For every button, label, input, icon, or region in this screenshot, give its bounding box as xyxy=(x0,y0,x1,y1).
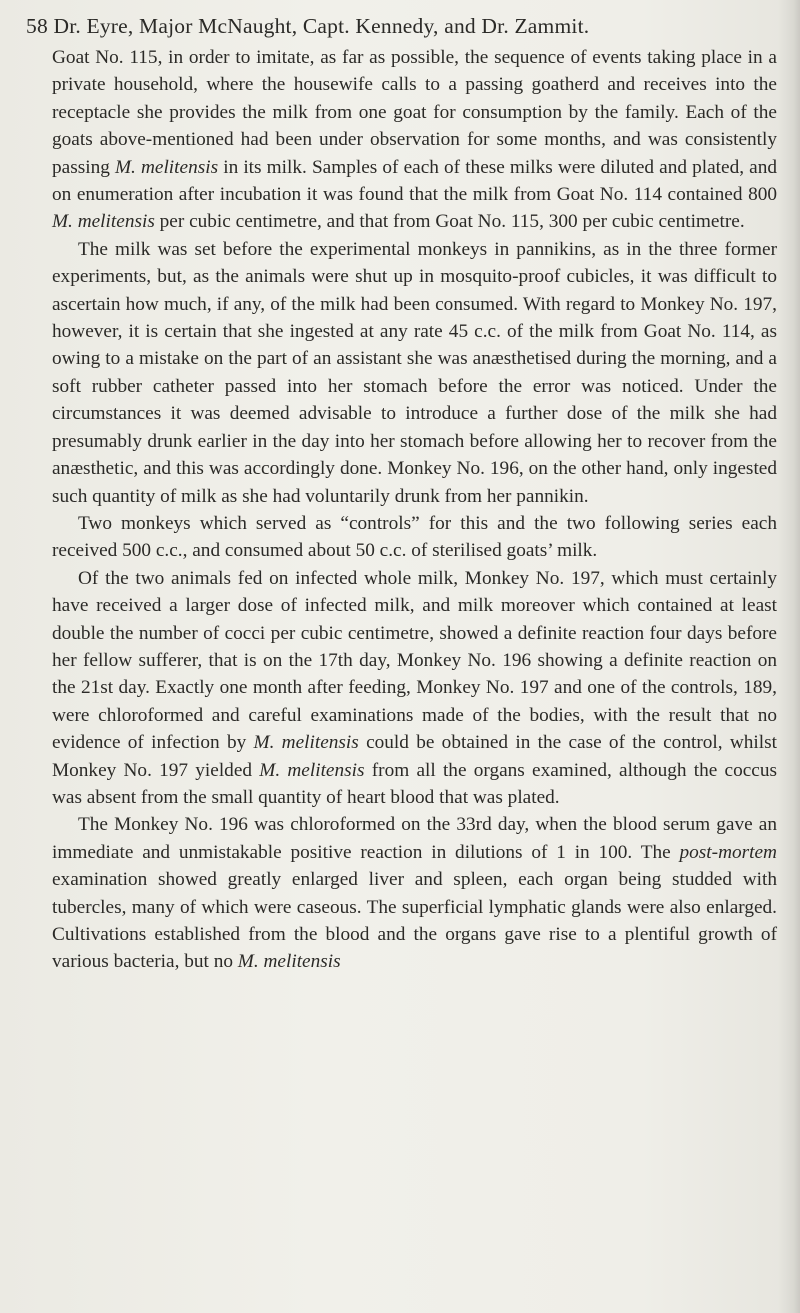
paragraph xyxy=(52,44,777,236)
text-run: examination showed greatly enlarged liver and spleen, each organ being studded with tubercles, many of which were caseous. The superficial lymphatic glands were also enlarged. Cultivations established from the blood and the organs gave rise to a plentiful growth of various bacteria, but no xyxy=(52,869,777,973)
text-run: Goat No. 115, in order to imitate, as far as possible, the sequence of events taking place in a private household, where the housewife calls to a passing goatherd and receives into the receptacle she provides the milk from one goat for consumption by the family. Each of the goats above-mentioned had been under observation for some months, and was consistently passing xyxy=(52,47,777,178)
text-run: from all the organs examined, although the coccus was absent from the small quantity of heart blood that was plated. xyxy=(52,759,777,808)
text-run: could be obtained in the case of the control, whilst Monkey No. 197 yielded xyxy=(52,732,777,781)
text-run: Of the two animals fed on infected whole milk, Monkey No. 197, which must certainly have received a larger dose of infected milk, and milk moreover which contained at least double the number of cocci per cubic centimetre, showed a definite reaction four days before her fellow sufferer, that is on the 17th day, Monkey No. 196 showing a definite reaction on the 21st day. Exactly one month after feeding, Monkey No. 197 and one of the controls, 189, were chloroformed and careful examinations made of the bodies, with the result that no evidence of infection by xyxy=(52,567,777,754)
italic-term: M. melitensis xyxy=(237,951,341,973)
text-run: per cubic centimetre, and that from Goat No. 115, 300 per cubic centimetre. xyxy=(154,211,745,233)
text-run: The milk was set before the experimental monkeys in pannikins, as in the three former experiments, but, as the animals were shut up in mosquito-proof cubicles, it was difficult to ascertain how much, if any, of the milk had been consumed. With regard to Monkey No. 197, however, it is certain that she ingested at any rate 45 c.c. of the milk from Goat No. 114, as owing to a mistake on the part of an assistant she was anæsthetised during the morning, and a soft rubber catheter passed into her stomach before the error was noticed. Under the circumstances it was deemed advisable to introduce a further dose of the milk she had presumably drunk earlier in the day into her stomach before allowing her to recover from the anæsthetic, and this was accordingly done. Monkey No. 196, on the other hand, only ingested such quantity of milk as she had voluntarily drunk from her pannikin. xyxy=(52,238,777,507)
text-run: The Monkey No. 196 was chloroformed on the 33rd day, when the blood serum gave an immediate and unmistakable positive reaction in dilutions of 1 in 100. The xyxy=(52,814,777,863)
paragraph xyxy=(52,236,777,510)
paragraph xyxy=(52,565,777,812)
page-edge-shadow xyxy=(778,0,800,1313)
body-text xyxy=(52,44,777,976)
text-run: Two monkeys which served as “controls” for this and the two following series each received 500 c.c., and consumed about 50 c.c. of sterilised goats’ milk. xyxy=(52,512,777,562)
paragraph xyxy=(52,510,777,565)
italic-term: M. melitensis xyxy=(253,732,359,754)
text-run: in its milk. Samples of each of these milks were diluted and plated, and on enumeration after incubation it was found that the milk from Goat No. 114 contained 800 xyxy=(52,156,777,206)
italic-term: post-mortem xyxy=(679,841,777,863)
italic-term: M. melitensis xyxy=(114,156,219,178)
italic-term: M. melitensis xyxy=(52,211,155,233)
paragraph xyxy=(52,811,777,975)
italic-term: M. melitensis xyxy=(259,759,365,781)
page-header: 58 Dr. Eyre, Major McNaught, Capt. Kennedy, and Dr. Zammit. xyxy=(26,14,590,38)
